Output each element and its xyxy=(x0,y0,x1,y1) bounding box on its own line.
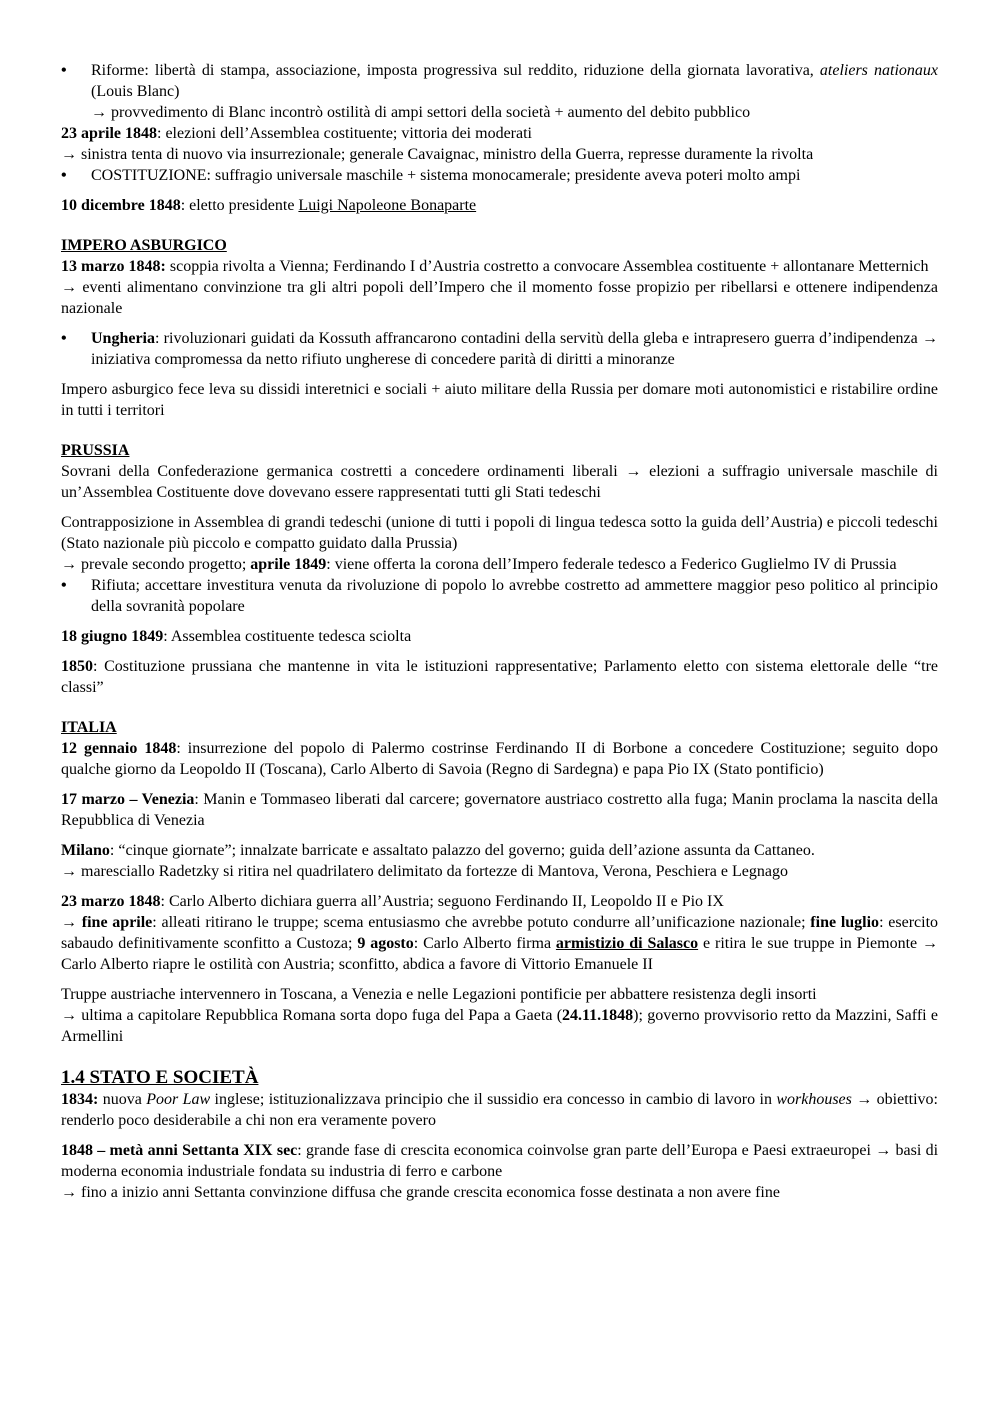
arrow-icon: → xyxy=(91,104,107,121)
date-bold: 12 gennaio 1848 xyxy=(61,740,177,757)
document-page xyxy=(61,60,938,1203)
arrow-icon: → xyxy=(61,1184,77,1201)
text: : eletto presidente xyxy=(180,197,299,214)
text: Sovrani della Confederazione germanica costretti a concedere ordinamenti liberali xyxy=(61,463,626,480)
text: : Carlo Alberto firma xyxy=(413,935,556,952)
bullet-rifiuta xyxy=(61,575,938,617)
text: basi di moderna economia industriale fondata su industria di ferro e carbone xyxy=(61,1142,939,1180)
italic-term: workhouses xyxy=(776,1091,852,1108)
text: : insurrezione del popolo di Palermo costrinse Ferdinando II di Borbone a concedere Costituzione; seguito dopo qualche giorno da Leopoldo II (Toscana), Carlo Alberto di Savoia (Regno di Sardegna) e papa Pio IX (Stato pontificio) xyxy=(61,740,939,778)
text: : Assemblea costituente tedesca sciolta xyxy=(163,628,412,645)
arrow-line-repubblica-romana xyxy=(61,1005,938,1047)
date-bold: 17 marzo – Venezia xyxy=(61,791,195,808)
text: (Louis Blanc) xyxy=(91,83,180,100)
text: COSTITUZIONE: suffragio universale maschile + sistema monocamerale; presidente aveva poteri molto ampi xyxy=(91,167,801,184)
arrow-icon: → xyxy=(922,935,938,952)
underlined-name: Luigi Napoleone Bonaparte xyxy=(298,197,477,214)
text: : alleati ritirano le truppe; scema entusiasmo che avrebbe potuto condurre all’unificazione nazionale; xyxy=(152,914,811,931)
para-1834 xyxy=(61,1089,938,1131)
text: : “cinque giornate”; innalzate barricate e assaltato palazzo del governo; guida dell’azione assunta da Cattaneo. xyxy=(109,842,815,859)
bullet-ungheria xyxy=(61,328,938,370)
para-13-marzo xyxy=(61,256,938,277)
text: : Manin e Tommaseo liberati dal carcere; governatore austriaco costretto alla fuga; Manin proclama la nascita della Repubblica di Venezia xyxy=(61,791,938,829)
text: elezioni a suffragio universale maschile di un’Assemblea Costituente dove dovevano essere rappresentati tutti gli Stati tedeschi xyxy=(61,463,939,501)
text: : grande fase di crescita economica coinvolse gran parte dell’Europa e Paesi extraeuropei xyxy=(297,1142,876,1159)
date-bold: 10 dicembre 1848 xyxy=(61,197,181,214)
para-23-aprile xyxy=(61,123,938,144)
text: eventi alimentano convinzione tra gli altri popoli dell’Impero che il momento fosse propizio per ribellarsi e ottenere indipendenza nazionale xyxy=(61,279,938,317)
bullet-dot: • xyxy=(61,167,67,184)
arrow-icon: → xyxy=(61,556,77,573)
heading-impero-asburgico: IMPERO ASBURGICO xyxy=(61,237,227,254)
arrow-line-crescita xyxy=(61,1182,938,1203)
para-12-gennaio xyxy=(61,738,938,780)
text: Riforme: libertà di stampa, associazione, imposta progressiva sul reddito, riduzione della giornata lavorativa, xyxy=(91,62,820,79)
text: : Carlo Alberto dichiara guerra all’Austria; seguono Ferdinando II, Leopoldo II e Pio IX xyxy=(160,893,724,910)
text: : Costituzione prussiana che mantenne in vita le istituzioni rappresentative; Parlamento eletto con sistema elettorale delle “tre classi” xyxy=(61,658,938,696)
bullet-dot: • xyxy=(61,62,67,79)
para-milano xyxy=(61,840,938,861)
para-sovrani xyxy=(61,461,938,503)
date-bold: 23 marzo 1848 xyxy=(61,893,161,910)
date-bold: fine aprile xyxy=(81,914,153,931)
bold-term: Milano xyxy=(61,842,110,859)
para-truppe-austriache: Truppe austriache intervennero in Toscana, a Venezia e nelle Legazioni pontificie per abbattere resistenza degli insorti xyxy=(61,986,817,1003)
heading-italia: ITALIA xyxy=(61,719,117,736)
para-1850 xyxy=(61,656,938,698)
bullet-costituzione xyxy=(61,165,938,186)
text: inglese; istituzionalizzava principio che il sussidio era concesso in cambio di lavoro in xyxy=(210,1091,777,1108)
para-1848-settanta xyxy=(61,1140,938,1182)
sub-line-blanc xyxy=(61,102,938,123)
text: scoppia rivolta a Vienna; Ferdinando I d’Austria costretto a convocare Assemblea costituente + allontanare Metternich xyxy=(165,258,929,275)
text: maresciallo Radetzky si ritira nel quadrilatero delimitato da fortezze di Mantova, Verona, Peschiera e Legnago xyxy=(77,863,788,880)
text: Carlo Alberto riapre le ostilità con Austria; sconfitto, abdica a favore di Vittorio Emanuele II xyxy=(61,956,653,973)
heading-prussia: PRUSSIA xyxy=(61,442,130,459)
bold-term: Ungheria xyxy=(91,330,155,347)
arrow-icon: → xyxy=(922,330,938,347)
arrow-line-eventi xyxy=(61,277,938,319)
date-bold: 1850 xyxy=(61,658,93,675)
arrow-icon: → xyxy=(856,1091,873,1108)
date-bold: aprile 1849 xyxy=(250,556,327,573)
arrow-icon: → xyxy=(625,463,642,480)
text: sinistra tenta di nuovo via insurrezionale; generale Cavaignac, ministro della Guerra, represse duramente la rivolta xyxy=(77,146,814,163)
arrow-icon: → xyxy=(61,863,77,880)
text: e ritira le sue truppe in Piemonte xyxy=(698,935,922,952)
italic-term: ateliers nationaux xyxy=(819,62,938,79)
arrow-icon: → xyxy=(61,279,77,296)
text: : rivoluzionari guidati da Kossuth affrancarono contadini della servitù della gleba e intrapresero guerra d’indipendenza xyxy=(155,330,922,347)
arrow-line-prevale xyxy=(61,554,938,575)
text: fino a inizio anni Settanta convinzione diffusa che grande crescita economica fosse destinata a non avere fine xyxy=(77,1184,780,1201)
date-bold: 23 aprile 1848 xyxy=(61,125,157,142)
date-bold: 1848 – metà anni Settanta XIX sec xyxy=(61,1142,298,1159)
text: iniziativa compromessa da netto rifiuto ungherese di concedere parità di diritti a minoranze xyxy=(91,351,675,368)
arrow-line-radetzky xyxy=(61,861,938,882)
para-contrapposizione: Contrapposizione in Assemblea di grandi tedeschi (unione di tutti i popoli di lingua tedesca sotto la guida dell’Austria) e piccoli tedeschi (Stato nazionale più piccolo e compatto guidato dalla Prussia) xyxy=(61,514,938,552)
bullet-riforme xyxy=(61,60,938,102)
para-10-dicembre xyxy=(61,195,938,216)
text: : elezioni dell’Assemblea costituente; vittoria dei moderati xyxy=(157,125,532,142)
arrow-line-cavaignac xyxy=(61,144,938,165)
text: Rifiuta; accettare investitura venuta da rivoluzione di popolo lo avrebbe costretto ad ammettere maggior peso politico al principio della sovranità popolare xyxy=(91,577,938,615)
bullet-dot: • xyxy=(61,330,67,347)
arrow-icon: → xyxy=(61,146,77,163)
text: ultima a capitolare Repubblica Romana sorta dopo fuga del Papa a Gaeta ( xyxy=(77,1007,563,1024)
bullet-dot: • xyxy=(61,577,67,594)
text: nuova xyxy=(98,1091,147,1108)
underlined-term: armistizio di Salasco xyxy=(555,935,699,952)
heading-stato-societa: 1.4 STATO E SOCIETÀ xyxy=(61,1067,259,1088)
arrow-icon: → xyxy=(61,1007,77,1024)
date-bold: fine luglio xyxy=(810,914,880,931)
text: obiettivo: renderlo poco desiderabile a chi non era veramente povero xyxy=(61,1091,938,1129)
text: : viene offerta la corona dell’Impero federale tedesco a Federico Guglielmo IV di Prussia xyxy=(326,556,897,573)
para-18-giugno xyxy=(61,626,938,647)
date-bold: 13 marzo 1848: xyxy=(61,258,166,275)
date-bold: 24.11.1848 xyxy=(562,1007,634,1024)
arrow-icon: → xyxy=(875,1142,892,1159)
arrow-line-fine-aprile xyxy=(61,912,938,975)
date-bold: 1834: xyxy=(61,1091,99,1108)
text: : esercito sabaudo definitivamente sconfitto a Custoza; xyxy=(61,914,939,952)
arrow-icon: → xyxy=(61,914,77,931)
date-bold: 18 giugno 1849 xyxy=(61,628,164,645)
date-bold: 9 agosto xyxy=(357,935,414,952)
para-23-marzo xyxy=(61,891,938,912)
text: provvedimento di Blanc incontrò ostilità di ampi settori della società + aumento del debito pubblico xyxy=(107,104,751,121)
italic-term: Poor Law xyxy=(146,1091,211,1108)
para-impero-leva: Impero asburgico fece leva su dissidi interetnici e sociali + aiuto militare della Russia per domare moti autonomistici e ristabilire ordine in tutti i territori xyxy=(61,381,938,419)
text: prevale secondo progetto; xyxy=(77,556,251,573)
para-17-marzo xyxy=(61,789,938,831)
text: ); governo provvisorio retto da Mazzini, Saffi e Armellini xyxy=(61,1007,939,1045)
